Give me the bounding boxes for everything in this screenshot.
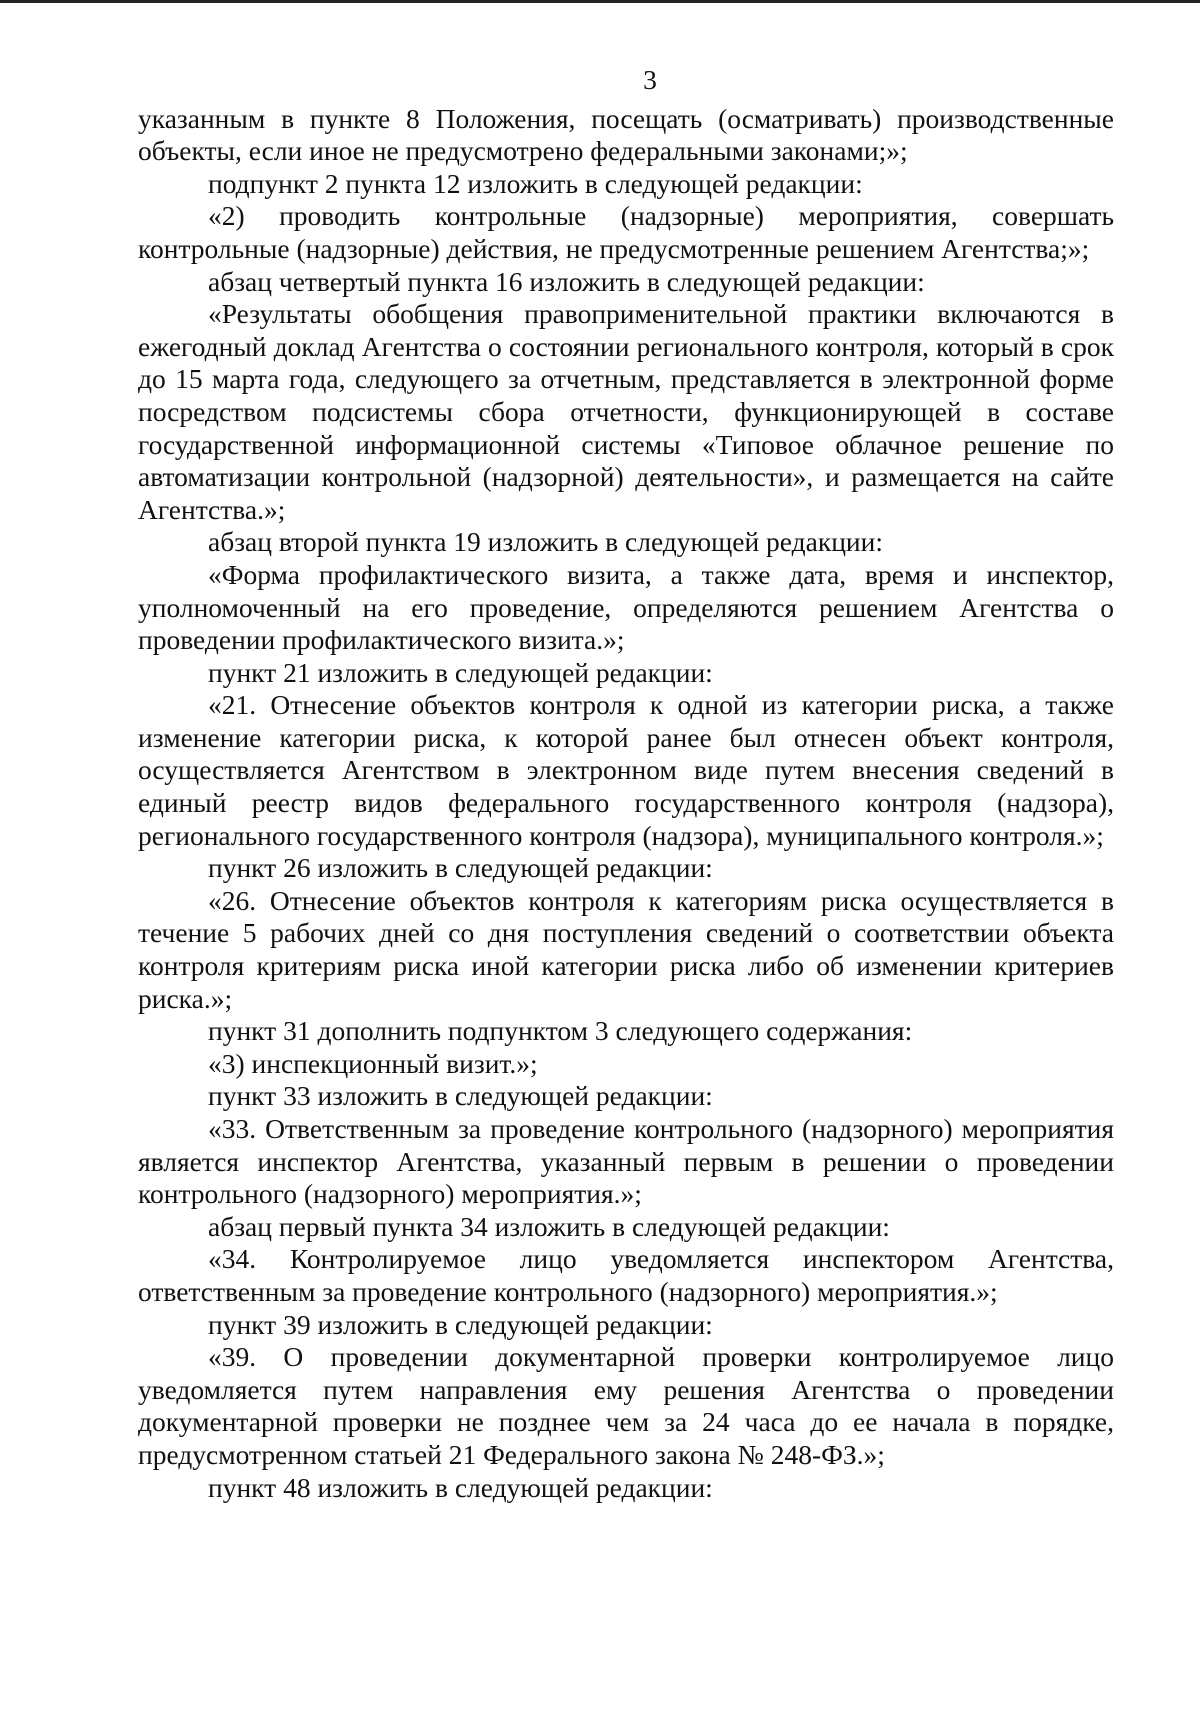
paragraph: «Форма профилактического визита, а также дата, время и инспектор, уполномоченный на его проведение, определяются решением Агентства о проведении профилактического визита.»; — [138, 558, 1114, 656]
paragraph: указанным в пункте 8 Положения, посещать (осматривать) производственные объекты, если иное не предусмотрено федеральными законами;»; — [138, 102, 1114, 167]
paragraph: «21. Отнесение объектов контроля к одной из категории риска, а также изменение категории риска, к которой ранее был отнесен объект контроля, осуществляется Агентством в электронном виде путем внесения сведений в единый реестр видов федерального государственного контроля (надзора), регионального государственного контроля (надзора), муниципального контроля.»; — [138, 689, 1114, 851]
scan-top-edge — [0, 0, 1200, 3]
document-body — [138, 103, 1114, 1505]
paragraph: пункт 21 изложить в следующей редакции: — [208, 656, 713, 688]
paragraph: «34. Контролируемое лицо уведомляется инспектором Агентства, ответственным за проведение контрольного (надзорного) мероприятия.»; — [138, 1243, 1114, 1307]
page-number: 3 — [643, 64, 657, 95]
paragraph: «33. Ответственным за проведение контрольного (надзорного) мероприятия является инспектор Агентства, указанный первым в решении о проведении контрольного (надзорного) мероприятия.»; — [138, 1113, 1114, 1210]
paragraph: абзац второй пункта 19 изложить в следующей редакции: — [208, 526, 883, 558]
paragraph: подпункт 2 пункта 12 изложить в следующей редакции: — [208, 167, 863, 199]
paragraph: «26. Отнесение объектов контроля к категориям риска осуществляется в течение 5 рабочих дней со дня поступления сведений о соответствии объекта контроля критериям риска иной категории риска либо об изменении критериев риска.»; — [138, 884, 1114, 1014]
paragraph: пункт 48 изложить в следующей редакции: — [208, 1471, 713, 1503]
paragraph: абзац первый пункта 34 изложить в следующей редакции: — [208, 1210, 890, 1242]
paragraph: пункт 26 изложить в следующей редакции: — [208, 852, 713, 884]
paragraph: пункт 31 дополнить подпунктом 3 следующего содержания: — [208, 1015, 913, 1047]
document-page — [138, 64, 1114, 1504]
paragraph: «39. О проведении документарной проверки контролируемое лицо уведомляется путем направления ему решения Агентства о проведении документарной проверки не позднее чем за 24 часа до ее начала в порядке, предусмотренном статьей 21 Федерального закона № 248-ФЗ.»; — [138, 1341, 1114, 1470]
paragraph: пункт 39 изложить в следующей редакции: — [208, 1308, 713, 1340]
paragraph: «3) инспекционный визит.»; — [208, 1047, 538, 1079]
paragraph: «2) проводить контрольные (надзорные) мероприятия, совершать контрольные (надзорные) действия, не предусмотренные решением Агентства;»; — [138, 200, 1114, 264]
paragraph: пункт 33 изложить в следующей редакции: — [208, 1080, 713, 1112]
paragraph: «Результаты обобщения правоприменительной практики включаются в ежегодный доклад Агентства о состоянии регионального контроля, который в срок до 15 марта года, следующего за отчетным, представляется в электронной форме посредством подсистемы сбора отчетности, функционирующей в составе государственной информационной системы «Типовое облачное решение по автоматизации контрольной (надзорной) деятельности», и размещается на сайте Агентства.»; — [138, 298, 1114, 525]
paragraph: абзац четвертый пункта 16 изложить в следующей редакции: — [208, 265, 925, 297]
